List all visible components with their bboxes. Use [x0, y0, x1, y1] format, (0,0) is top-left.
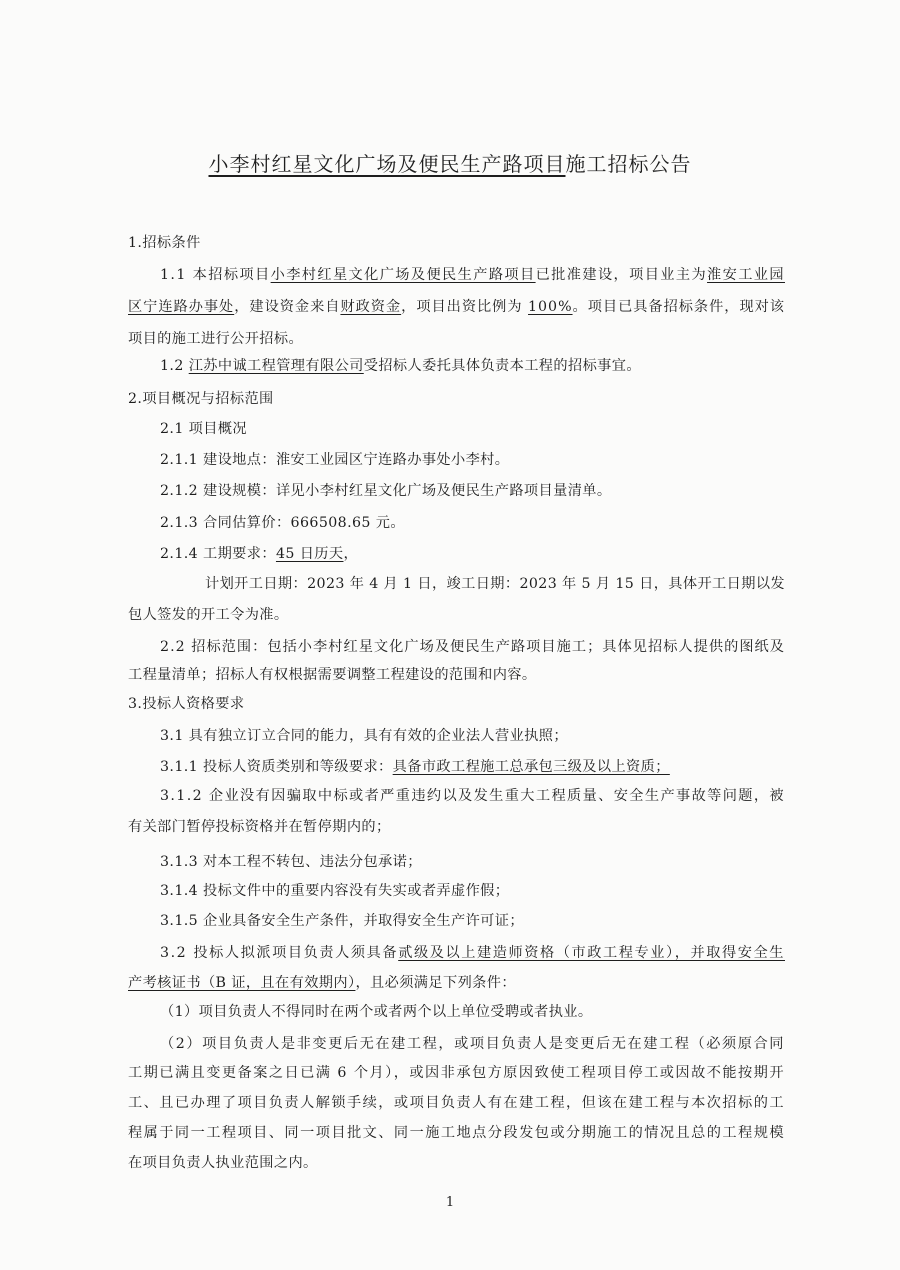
text-segment: 2.2 招标范围：包括小李村红星文化广场及便民生产路项目施工；具体见招标人提供的图纸及: [160, 639, 785, 655]
text-line: [128, 693, 244, 713]
underlined-text: 淮安工业园: [707, 267, 785, 283]
underlined-text: 区宁连路办事处: [128, 299, 235, 315]
text-segment: 2.1 项目概况: [160, 421, 248, 437]
text-line: [128, 1152, 318, 1172]
text-line: [160, 725, 568, 745]
text-line: [160, 1033, 785, 1053]
underlined-text: 小李村红星文化广场及便民生产路项目: [270, 267, 536, 283]
text-segment: 3.1.3 对本工程不转包、违法分包承诺；: [160, 854, 422, 870]
title-suffix: 施工招标公告: [565, 152, 692, 176]
text-segment: ，且必须满足下列条件：: [355, 975, 516, 991]
text-line: [128, 604, 288, 624]
text-segment: 3.1.2 企业没有因骗取中标或者严重违约以及发生重大工程质量、安全生产事故等问题，被: [160, 788, 785, 804]
text-segment: 有关部门暂停投标资格并在暂停期内的；: [128, 819, 391, 835]
text-segment: 2.1.1 建设地点：淮安工业园区宁连路办事处小李村。: [160, 452, 510, 468]
text-line: [160, 449, 509, 469]
underlined-text: 100%: [528, 299, 573, 315]
text-segment: 项目的施工进行公开招标。: [128, 331, 304, 347]
underlined-text: 财政资金: [340, 299, 402, 315]
text-line: [160, 636, 785, 656]
text-segment: 2.项目概况与招标范围: [128, 391, 274, 407]
text-line: [160, 851, 422, 871]
text-line: [160, 418, 247, 438]
text-segment: 工、且已办理了项目负责人解锁手续，或项目负责人有在建工程，但该在建工程与本次招标的工: [128, 1095, 785, 1111]
text-segment: 受招标人委托具体负责本工程的招标事宜。: [363, 358, 641, 374]
text-line: [128, 664, 536, 684]
text-segment: 3.投标人资格要求: [128, 696, 245, 712]
text-segment: 在项目负责人执业范围之内。: [128, 1155, 318, 1171]
text-line: [160, 910, 524, 930]
text-line: [128, 232, 201, 252]
text-segment: 工期已满且变更备案之日已满 6 个月），或因非承包方原因致使工程项目停工或因故不能按期开: [128, 1065, 785, 1081]
text-segment: 3.2 投标人拟派项目负责人须具备: [160, 945, 399, 961]
text-line: [160, 785, 785, 805]
text-line: [160, 543, 358, 563]
text-line: [160, 512, 405, 532]
text-segment: 。项目已具备招标条件，现对该: [572, 299, 785, 315]
text-segment: 3.1.5 企业具备安全生产条件，并取得安全生产许可证；: [160, 913, 524, 929]
text-segment: 1.1 本招标项目: [160, 267, 271, 283]
text-segment: 2.1.2 建设规模：详见小李村红星文化广场及便民生产路项目量清单。: [160, 483, 612, 499]
text-segment: 3.1.1 投标人资质类别和等级要求：: [160, 759, 393, 775]
document-title: [0, 148, 900, 177]
text-segment: （1）项目负责人不得同时在两个或者两个以上单位受聘或者执业。: [160, 1004, 593, 1020]
text-segment: （2）项目负责人是非变更后无在建工程，或项目负责人是变更后无在建工程（必须原合同: [160, 1036, 785, 1052]
text-segment: 2.1.4 工期要求：: [160, 546, 276, 562]
text-line: [128, 816, 391, 836]
text-segment: 工程量清单；招标人有权根据需要调整工程建设的范围和内容。: [128, 667, 537, 683]
text-line: [205, 573, 785, 593]
underlined-text: 贰级及以上建造师资格（市政工程专业），并取得安全生: [398, 945, 785, 961]
underlined-text: 45 日历天: [275, 546, 344, 562]
text-segment: 包人签发的开工令为准。: [128, 607, 289, 623]
text-line: [160, 480, 611, 500]
text-segment: 1.2: [160, 358, 189, 374]
text-segment: ，建设资金来自: [234, 299, 341, 315]
text-segment: 计划开工日期：2023 年 4 月 1 日，竣工日期：2023 年 5 月 15 日，具体开工日期以发: [205, 576, 785, 592]
text-line: [128, 1122, 785, 1142]
text-line: [160, 942, 785, 962]
text-line: [160, 264, 785, 284]
text-line: [160, 880, 509, 900]
text-segment: 3.1 具有独立订立合同的能力，具有有效的企业法人营业执照；: [160, 728, 568, 744]
text-segment: 程属于同一工程项目、同一项目批文、同一施工地点分段发包或分期施工的情况且总的工程规模: [128, 1125, 785, 1141]
text-segment: 2.1.3 合同估算价：666508.65 元。: [160, 515, 405, 531]
text-line: [128, 328, 303, 348]
underlined-text: 江苏中诚工程管理有限公司: [188, 358, 364, 374]
underlined-text: 产考核证书（B 证，且在有效期内）: [128, 975, 356, 991]
text-line: [160, 1001, 592, 1021]
text-line: [128, 296, 785, 316]
text-line: [128, 1062, 785, 1082]
text-segment: 已批准建设，项目业主为: [535, 267, 708, 283]
page-number: 1: [445, 1195, 455, 1210]
text-line: [160, 355, 641, 375]
text-segment: ，: [343, 546, 359, 562]
underlined-text: 具备市政工程施工总承包三级及以上资质；: [392, 759, 670, 775]
title-project-name: 小李村红星文化广场及便民生产路项目: [208, 152, 566, 176]
text-line: [128, 388, 274, 408]
text-segment: 3.1.4 投标文件中的重要内容没有失实或者弄虚作假；: [160, 883, 510, 899]
text-line: [160, 756, 670, 776]
text-line: [128, 972, 516, 992]
text-line: [128, 1092, 785, 1112]
text-segment: 1.招标条件: [128, 235, 201, 251]
text-segment: ，项目出资比例为: [401, 299, 529, 315]
